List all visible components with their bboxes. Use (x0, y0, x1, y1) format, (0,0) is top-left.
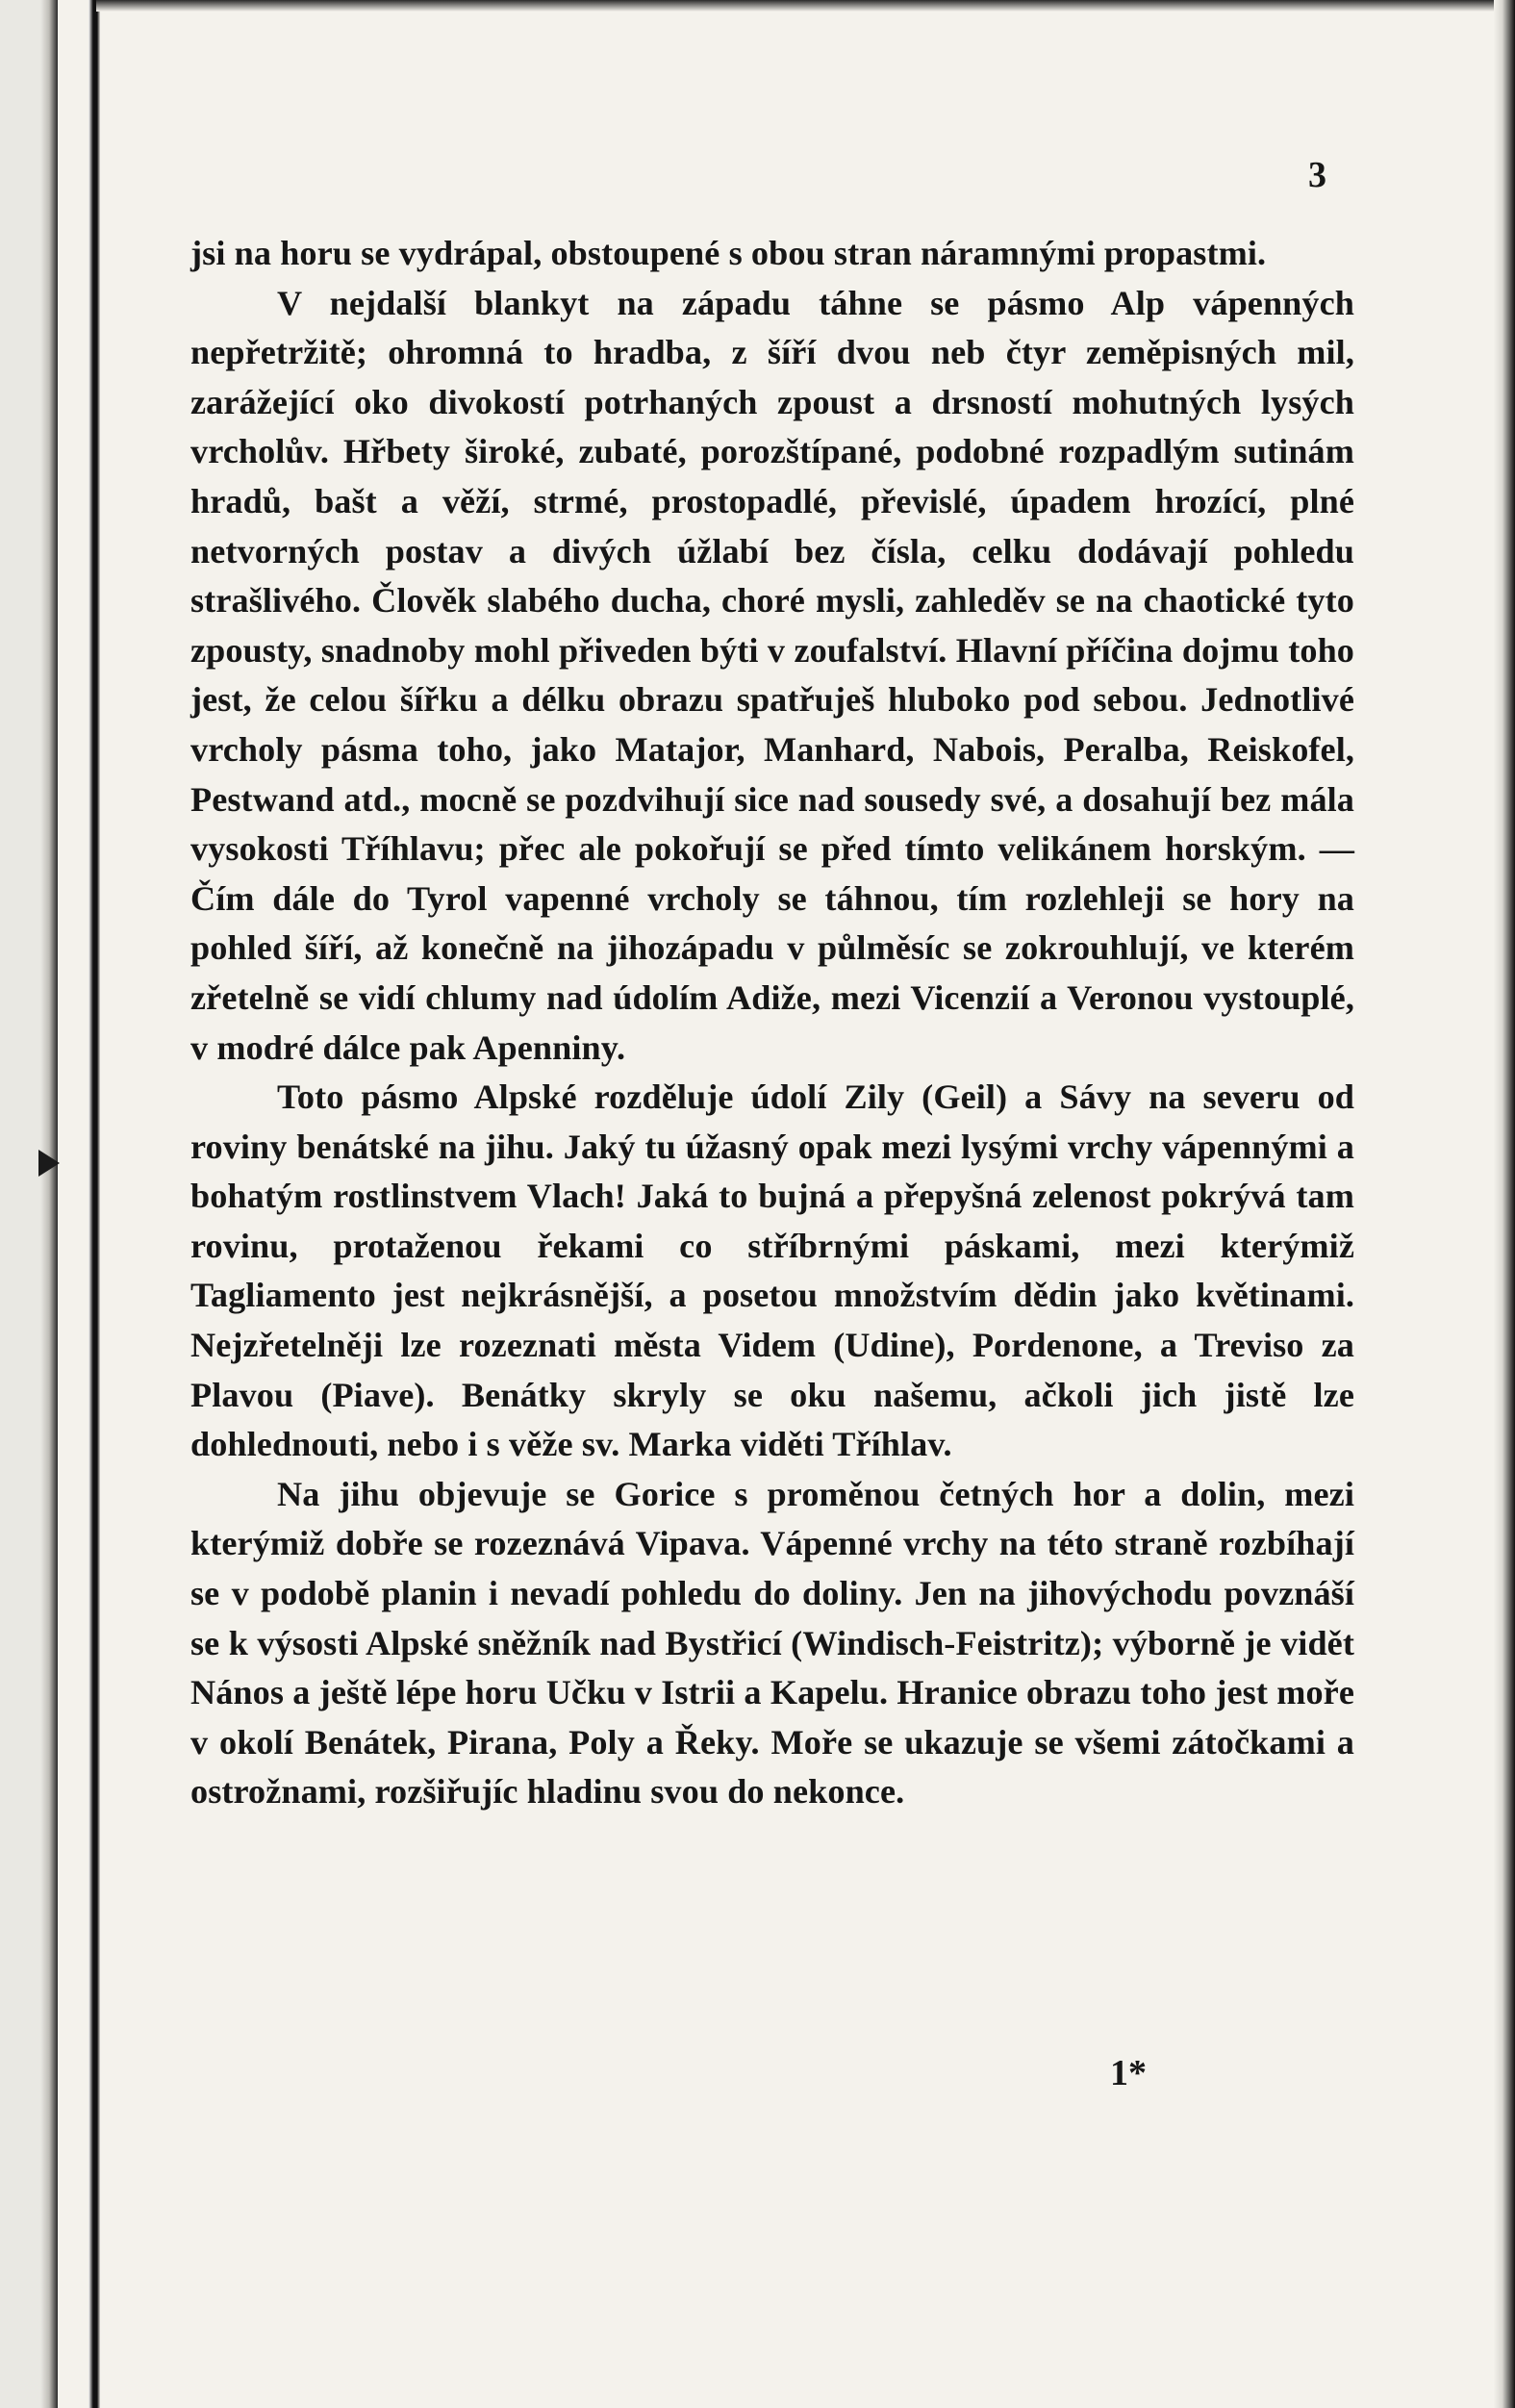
paragraph-3: Toto pásmo Alpské rozděluje údolí Zily (Geil) a Sávy na severu od roviny benátské na jihu. Jaký tu úžasný opak mezi lysými vrchy vápennými a bohatým rostlinstvem Vlach! Jaká to bujná a přepyšná zelenost pokrývá tam rovinu, protaženou řekami co stříbrnými páskami, mezi kterýmiž Tagliamento jest nejkrásnější, a posetou množstvím dědin jako květinami. Nejzřetelněji lze rozeznati města Videm (Udine), Pordenone, a Treviso za Plavou (Piave). Benátky skryly se oku našemu, ačkoli jich jistě lze dohlednouti, nebo i s věže sv. Marka viděti Tříhlav. (190, 1077, 1354, 1464)
margin-arrow-icon (38, 1150, 60, 1177)
binding-gutter (0, 0, 58, 2408)
paragraph-1: jsi na horu se vydrápal, obstoupené s obou stran náramnými propastmi. (190, 234, 1267, 272)
page-number: 3 (1308, 155, 1326, 195)
paragraph-4: Na jihu objevuje se Gorice s proměnou četných hor a dolin, mezi kterýmiž dobře se rozeznává Vipava. Vápenné vrchy na této straně rozbíhají se v podobě planin i nevadí pohledu do doliny. Jen na jihovýchodu povznáší se k výsosti Alpské sněžník nad Bystřicí (Windisch-Feistritz); výborně je vidět Nános a ještě lépe horu Učku v Istrii a Kapelu. Hranice obrazu toho jest moře v okolí Benátek, Pirana, Poly a Řeky. Moře se ukazuje se všemi zátočkami a ostrožnami, rozšiřujíc hladinu svou do nekonce. (190, 1474, 1354, 1812)
paragraph-2: V nejdalší blankyt na západu táhne se pásmo Alp vápenných nepřetržitě; ohromná to hradba, z šíří dvou neb čtyr zeměpisných mil, zarážející oko divokostí potrhaných zpoust a drsností mohutných lysých vrcholův. Hřbety široké, zubaté, porozštípané, podobné rozpadlým sutinám hradů, bašt a věží, strmé, prostopadlé, převislé, úpadem hrozící, plné netvorných postav a divých úžlabí bez čísla, celku dodávají pohledu strašlivého. Člověk slabého ducha, choré mysli, zahleděv se na chaotické tyto zpousty, snadnoby mohl přiveden býti v zoufalství. Hlavní příčina dojmu toho jest, že celou šířku a délku obrazu spatřuješ hluboko pod sebou. Jednotlivé vrcholy pásma toho, jako Matajor, Manhard, Nabois, Peralba, Reiskofel, Pestwand atd., mocně se pozdvihují sice nad sousedy své, a dosahují bez mála vysokosti Tříhlavu; přec ale pokořují se před tímto velikánem horským. — Čím dále do Tyrol vapenné vrcholy se táhnou, tím rozlehleji se hory na pohled šíří, až konečně na jihozápadu v půlměsíc se zokrouhlují, ve kterém zřetelně se vidí chlumy nad údolím Adiže, mezi Vicenzií a Veronou vystouplé, v modré dálce pak Apenniny. (190, 283, 1354, 1067)
body-text (190, 229, 1354, 1817)
signature-mark: 1* (1110, 2053, 1147, 2093)
page-left-edge (88, 0, 100, 2408)
page-right-edge (1494, 0, 1515, 2408)
page-top-edge (96, 0, 1515, 12)
